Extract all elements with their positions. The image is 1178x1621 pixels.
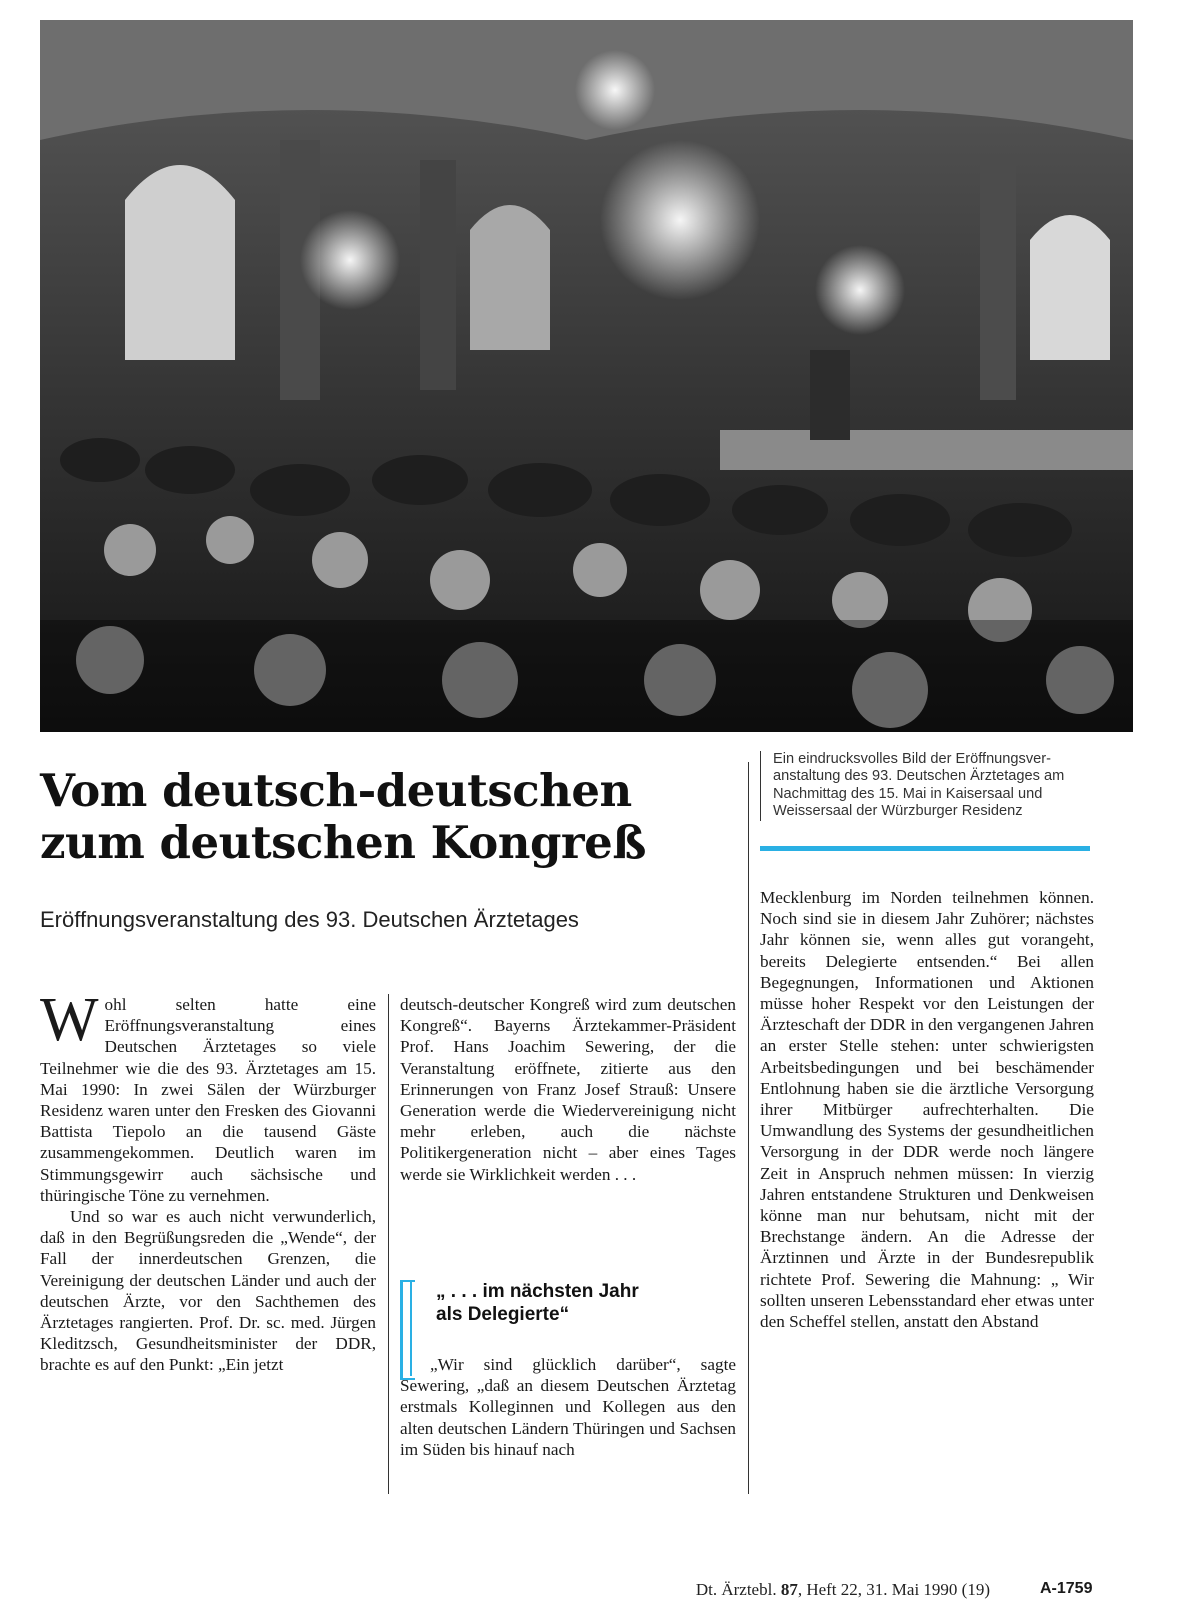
accent-rule <box>760 846 1090 851</box>
page-number: A-1759 <box>1040 1580 1093 1597</box>
caption-line: Nachmittag des 15. Mai in Kaisersaal und <box>773 785 1043 802</box>
pullquote-line: als Delegierte“ <box>436 1304 570 1325</box>
body-column-2-continued <box>400 1354 736 1460</box>
column-divider <box>388 994 389 1494</box>
journal-name: Dt. Ärztebl. <box>695 1580 777 1599</box>
column-divider <box>748 762 749 1494</box>
paragraph: Und so war es auch nicht verwunderlich, daß in den Begrüßungsreden die „Wende“, der Fall der innerdeutschen Grenzen, die Vereinigung der deutschen Länder und auch der deutschen Ärzte, vor den Sachthemen des Ärztetages rangierten. Prof. Dr. sc. med. Jürgen Kleditzsch, Gesundheitsminister der DDR, brachte es auf den Punkt: „Ein jetzt <box>40 1207 376 1375</box>
article-subtitle: Eröffnungsveranstaltung des 93. Deutschen Ärztetages <box>40 907 579 932</box>
caption-line: Ein eindrucksvolles Bild der Eröffnungsver- <box>773 751 1051 767</box>
paragraph <box>40 986 376 1206</box>
caption-line: Weissersaal der Würzburger Residenz <box>773 803 1023 820</box>
title-line-2: zum deutschen Kongreß <box>40 816 646 869</box>
paragraph: deutsch-deutscher Kongreß wird zum deutschen Kongreß“. Bayerns Ärztekammer-Präsident Prof. Hans Joachim Sewering, der die Veranstaltung eröffnete, zitierte aus den Erinnerungen von Franz Josef Strauß: Unsere Generation werde die Wiedervereinigung nicht mehr erleben, auch die nächste Politikergeneration nicht – aber eines Tages werde sie Wirklichkeit werden . . . <box>400 995 736 1184</box>
paragraph-text: ohl selten hatte eine Eröffnungsveranstaltung eines Deutschen Ärztetages so viele Teilnehmer wie die des 93. Ärztetages am 15. Mai 1990: In zwei Sälen der Würzburger Residenz waren unter den Fresken des Giovanni Battista Tiepolo an die tausend Gäste zusammengekommen. Deutlich waren im Stimmungsgewirr auch sächsische und thüringische Töne zu vernehmen. <box>40 995 376 1205</box>
article-title <box>40 765 740 869</box>
volume-number: 87 <box>780 1580 798 1599</box>
body-column-3 <box>760 887 1094 1332</box>
paragraph: „Wir sind glücklich darüber“, sagte Sewering, „daß an diesem Deutschen Ärztetag erstmals Kolleginnen und Kollegen aus den alten deutschen Ländern Thüringen und Sachsen im Süden bis hinauf nach <box>400 1355 736 1459</box>
conference-hall-photo <box>40 20 1133 732</box>
paragraph: Mecklenburg im Norden teilnehmen können. Noch sind sie in diesem Jahr Zuhörer; nächstes Jahr können sie, wenn alles gut vorangeht, bereits Delegierte entsenden.“ Bei allen Begegnungen, Informationen und Aktionen müsse hoher Respekt vor den Leistungen der Ärzteschaft der DDR in den vergangenen Jahren an erster Stelle stehen: unter schwierigsten Arbeitsbedingungen und bei beschämender Entlohnung haben sie die ärztliche Versorgung ihrer Mitbürger aufrechterhalten. Die Umwandlung des Systems der gesundheitlichen Versorgung in der DDR werde noch längere Zeit in Anspruch nehmen müssen: In vierzig Jahren entstandene Strukturen und Denkweisen könne man nur behutsam, nicht mit der Brechstange ändern. An die Adresse der Ärztinnen und Ärzte in der Bundesrepublik richtete Prof. Sewering die Mahnung: „ Wir sollten unseren Lebensstandard eher etwas unter den Scheffel stellen, anstatt den Abstand <box>760 888 1094 1332</box>
drop-cap: W <box>40 986 99 1054</box>
pullquote <box>436 1280 736 1326</box>
body-column-2 <box>400 994 736 1185</box>
body-column-1 <box>40 986 376 1376</box>
pullquote-line: „ . . . im nächsten Jahr <box>436 1281 639 1302</box>
photo-caption <box>760 751 1118 821</box>
page-footer <box>560 1580 990 1600</box>
issue-info: , Heft 22, 31. Mai 1990 (19) <box>797 1580 990 1599</box>
title-line-1: Vom deutsch-deutschen <box>40 764 632 817</box>
caption-line: anstaltung des 93. Deutschen Ärztetages am <box>773 768 1065 785</box>
